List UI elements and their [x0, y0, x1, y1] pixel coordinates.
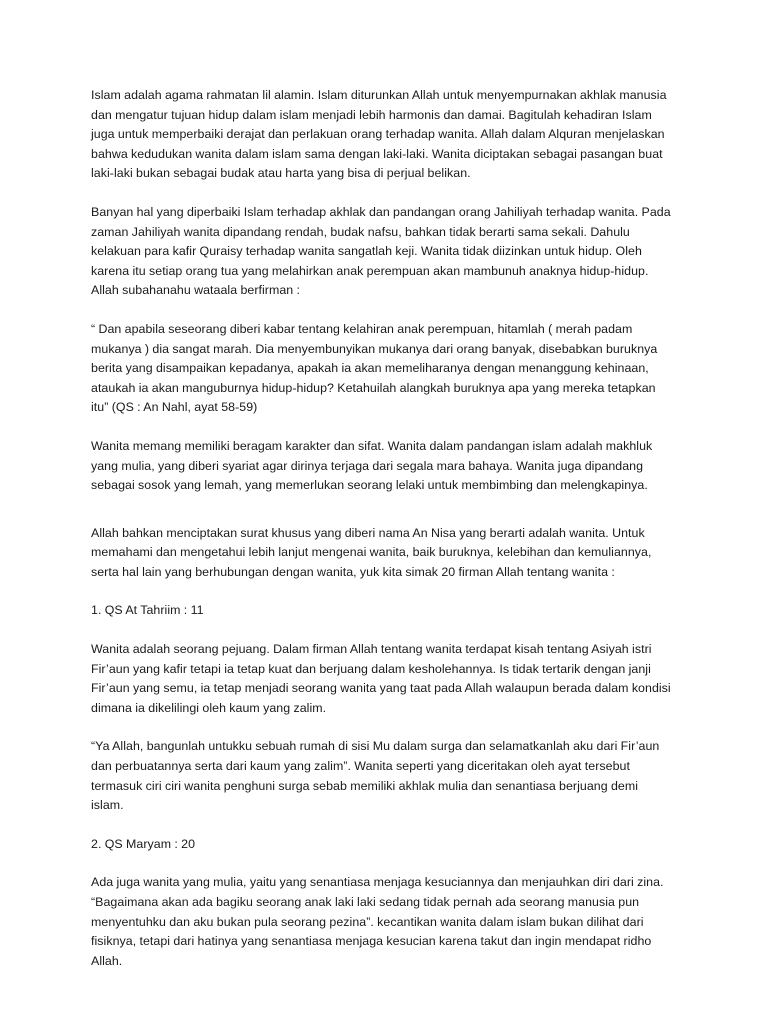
section-heading-at-tahriim: 1. QS At Tahriim : 11	[91, 603, 204, 618]
paragraph-jahiliyah: Banyan hal yang diperbaiki Islam terhadap akhlak dan pandangan orang Jahiliyah terhadap wanita. Pada zaman Jahiliyah wanita dipandang rendah, budak nafsu, bahkan tidak berarti sama sekali. Dahulu kelakuan para kafir Quraisy terhadap wanita sangatlah keji. Wanita tidak diizinkan untuk hidup. Oleh karena itu setiap orang tua yang melahirkan anak perempuan akan mambunuh anaknya hidup-hidup. Allah subahanahu wataala berfirman :	[91, 204, 671, 298]
paragraph-maryam: Ada juga wanita yang mulia, yaitu yang senantiasa menjaga kesuciannya dan menjauhkan diri dari zina. “Bagaimana akan ada bagiku seorang anak laki laki sedang tidak pernah ada seorang manusia pun menyentuhku dan aku bukan pula seorang pezina”. kecantikan wanita dalam islam bukan dilihat dari fisiknya, tetapi dari hatinya yang senantiasa menjaga kesucian karena takut dan ingin mendapat ridho Allah.	[91, 875, 664, 968]
section-heading-maryam: 2. QS Maryam : 20	[91, 836, 196, 851]
paragraph-quote-an-nahl: “ Dan apabila seseorang diberi kabar tentang kelahiran anak perempuan, hitamlah ( merah padam mukanya ) dia sangat marah. Dia menyembunyikan mukanya dari orang banyak, disebabkan buruknya berita yang disampaikan kepadanya, apakah ia akan memeliharanya dengan menanggung kehinaan, ataukah ia akan manguburnya hidup-hidup? Ketahuilah alangkah buruknya apa yang mereka tetapkan itu” (QS : An Nahl, ayat 58-59)	[91, 321, 658, 415]
paragraph-quote-asiyah: “Ya Allah, bangunlah untukku sebuah rumah di sisi Mu dalam surga dan selamatkanlah aku dari Fir’aun dan perbuatannya serta dari kaum yang zalim”. Wanita seperti yang diceritakan oleh ayat tersebut termasuk ciri ciri wanita penghuni surga sebab memiliki akhlak mulia dan senantiasa berjuang demi islam.	[91, 739, 660, 813]
paragraph-asiyah: Wanita adalah seorang pejuang. Dalam firman Allah tentang wanita terdapat kisah tentang Asiyah istri Fir’aun yang kafir tetapi ia tetap kuat dan berjuang dalam kesholehannya. Is tidak tertarik dengan janji Fir’aun yang semu, ia tetap menjadi seorang wanita yang taat pada Allah walaupun berada dalam kondisi dimana ia dikelilingi oleh kaum yang zalim.	[91, 642, 671, 715]
paragraph-character: Wanita memang memiliki beragam karakter dan sifat. Wanita dalam pandangan islam adalah makhluk yang mulia, yang diberi syariat agar dirinya terjaga dari segala mara bahaya. Wanita juga dipandang sebagai sosok yang lemah, yang memerlukan seorang lelaki untuk membimbing dan melengkapinya.	[91, 438, 653, 493]
document-body	[91, 86, 681, 971]
paragraph-an-nisa: Allah bahkan menciptakan surat khusus yang diberi nama An Nisa yang berarti adalah wanita. Untuk memahami dan mengetahui lebih lanjut mengenai wanita, baik buruknya, kelebihan dan kemuliannya, serta hal lain yang berhubungan dengan wanita, yuk kita simak 20 firman Allah tentang wanita :	[91, 525, 652, 579]
paragraph-intro: Islam adalah agama rahmatan lil alamin. Islam diturunkan Allah untuk menyempurnakan akhlak manusia dan mengatur tujuan hidup dalam islam menjadi lebih harmonis dan damai. Bagitulah kehadiran Islam juga untuk memperbaiki derajat dan perlakuan orang terhadap wanita. Allah dalam Alquran menjelaskan bahwa kedudukan wanita dalam islam sama dengan laki-laki. Wanita diciptakan sebagai pasangan buat laki-laki bukan sebagai budak atau harta yang bisa di perjual belikan.	[91, 88, 667, 181]
